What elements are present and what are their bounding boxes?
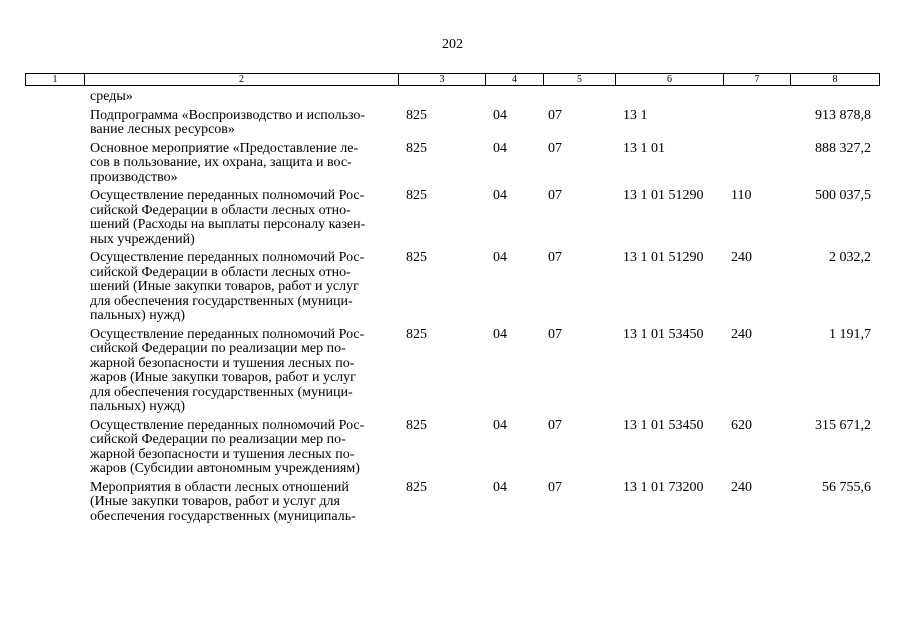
row-subsection: 07 — [548, 250, 562, 265]
row-amount: 56 755,6 — [822, 479, 871, 495]
row-name: Мероприятия в области лесных отношений (Иные закупки товаров, работ и услуг для обеспечения государственных (муниципаль- — [90, 479, 356, 524]
row-subsection: 07 — [548, 479, 562, 495]
row-target-article: 13 1 — [623, 107, 648, 123]
row-section: 04 — [493, 107, 507, 123]
row-target-article: 13 1 01 51290 — [623, 188, 704, 203]
row-expense-type: 240 — [731, 479, 752, 495]
budget-table — [25, 90, 881, 524]
row-amount: 888 327,2 — [815, 140, 871, 156]
column-number: 3 — [399, 74, 486, 86]
table-row — [25, 247, 881, 324]
page-number: 202 — [442, 37, 463, 52]
row-name: Основное мероприятие «Предоставление ле- сов в пользование, их охрана, защита и вос- производство» — [90, 140, 359, 185]
row-name: Осуществление переданных полномочий Рос- сийской Федерации в области лесных отно- шений (Расходы на выплаты персоналу казен- ных учреждений) — [90, 188, 366, 247]
row-target-article: 13 1 01 — [623, 140, 665, 156]
row-target-article: 13 1 01 53450 — [623, 326, 704, 342]
row-name: Осуществление переданных полномочий Рос- сийской Федерации в области лесных отно- шений (Иные закупки товаров, работ и услуг для обеспечения государственных (муници- пальных) нужд) — [90, 250, 365, 323]
row-amount: 500 037,5 — [815, 188, 871, 203]
column-number: 8 — [791, 74, 880, 86]
row-section: 04 — [493, 250, 507, 265]
row-amount: 315 671,2 — [815, 417, 871, 433]
table-row — [25, 138, 881, 186]
row-grbs: 825 — [406, 326, 427, 342]
row-grbs: 825 — [406, 479, 427, 495]
column-number-header — [25, 73, 880, 86]
column-number: 2 — [85, 74, 399, 86]
row-grbs: 825 — [406, 417, 427, 433]
table-row — [25, 415, 881, 477]
row-target-article: 13 1 01 51290 — [623, 250, 704, 265]
table-row — [25, 105, 881, 138]
row-expense-type — [725, 138, 792, 186]
row-name: Осуществление переданных полномочий Рос- сийской Федерации по реализации мер по- жарной безопасности и тушения лесных по- жаров (Иные закупки товаров, работ и услуг для обеспечения государственных (муници- пальных) нужд) — [90, 326, 365, 414]
row-grbs: 825 — [406, 140, 427, 156]
row-name: Осуществление переданных полномочий Рос- сийской Федерации по реализации мер по- жарной безопасности и тушения лесных по- жаров (Субсидии автономным учреждениям) — [90, 417, 365, 476]
column-number: 1 — [26, 74, 85, 86]
column-number: 5 — [544, 74, 616, 86]
row-target-article: 13 1 01 53450 — [623, 417, 704, 433]
row-subsection: 07 — [548, 107, 562, 123]
row-section: 04 — [493, 479, 507, 495]
row-expense-type: 240 — [731, 326, 752, 342]
row-section: 04 — [493, 326, 507, 342]
row-subsection: 07 — [548, 417, 562, 433]
row-section: 04 — [493, 188, 507, 203]
continuation-row — [25, 90, 881, 105]
table-row — [25, 477, 881, 525]
row-subsection: 07 — [548, 326, 562, 342]
row-amount: 2 032,2 — [829, 250, 871, 265]
row-grbs: 825 — [406, 250, 427, 265]
table-row — [25, 185, 881, 247]
row-amount: 913 878,8 — [815, 107, 871, 123]
column-number: 4 — [486, 74, 544, 86]
row-name: Подпрограмма «Воспроизводство и использо- вание лесных ресурсов» — [90, 107, 366, 137]
row-section: 04 — [493, 417, 507, 433]
row-amount: 1 191,7 — [829, 326, 871, 342]
row-expense-type: 620 — [731, 417, 752, 433]
column-number: 6 — [616, 74, 724, 86]
row-target-article: 13 1 01 73200 — [623, 479, 704, 495]
row-expense-type: 110 — [731, 188, 752, 203]
row-grbs: 825 — [406, 188, 427, 203]
row-subsection: 07 — [548, 188, 562, 203]
row-section: 04 — [493, 140, 507, 156]
row-expense-type — [725, 105, 792, 138]
row-subsection: 07 — [548, 140, 562, 156]
column-number: 7 — [724, 74, 791, 86]
row-expense-type: 240 — [731, 250, 752, 265]
row-grbs: 825 — [406, 107, 427, 123]
continuation-text: среды» — [90, 89, 133, 104]
table-row — [25, 324, 881, 415]
